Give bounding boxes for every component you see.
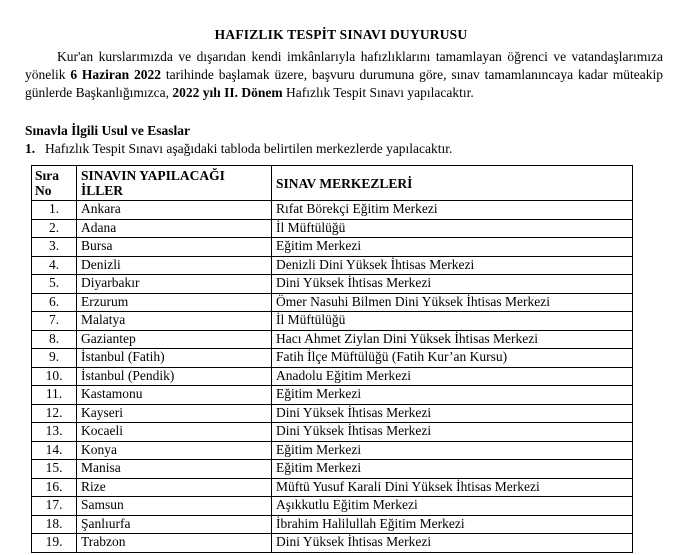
list-item xyxy=(25,141,452,157)
row-city: Adana xyxy=(77,219,272,238)
table-row xyxy=(32,349,633,368)
table-row xyxy=(32,330,633,349)
row-center: Ömer Nasuhi Bilmen Dini Yüksek İhtisas Merkezi xyxy=(272,293,633,312)
row-city: Erzurum xyxy=(77,293,272,312)
row-city: Samsun xyxy=(77,497,272,516)
exam-centers-table xyxy=(31,165,633,553)
row-center: Eğitim Merkezi xyxy=(272,460,633,479)
table-row xyxy=(32,312,633,331)
row-city: Şanlıurfa xyxy=(77,515,272,534)
row-center: Rıfat Börekçi Eğitim Merkezi xyxy=(272,201,633,220)
table-row xyxy=(32,515,633,534)
row-city: Manisa xyxy=(77,460,272,479)
row-number: 7. xyxy=(32,312,77,331)
row-center: Dini Yüksek İhtisas Merkezi xyxy=(272,275,633,294)
row-city: Kastamonu xyxy=(77,386,272,405)
table-row xyxy=(32,404,633,423)
intro-text-2: tarihinde başlamak üzere, başvuru durumuna göre, sınav tamamlanıncaya kadar müteakip günlerde Başkanlığımızca, xyxy=(25,67,664,100)
row-number: 8. xyxy=(32,330,77,349)
row-city: Diyarbakır xyxy=(77,275,272,294)
table-row xyxy=(32,256,633,275)
table-row xyxy=(32,367,633,386)
row-number: 18. xyxy=(32,515,77,534)
row-city: Rize xyxy=(77,478,272,497)
row-center: Eğitim Merkezi xyxy=(272,386,633,405)
list-item-number: 1. xyxy=(25,141,36,156)
list-item-text: Hafızlık Tespit Sınavı aşağıdaki tabloda belirtilen merkezlerde yapılacaktır. xyxy=(45,141,453,156)
page-title: HAFIZLIK TESPİT SINAVI DUYURUSU xyxy=(214,27,468,42)
row-number: 6. xyxy=(32,293,77,312)
row-center: Eğitim Merkezi xyxy=(272,238,633,257)
intro-text-1: Kur'an kurslarımızda ve dışarıdan kendi imkânlarıyla hafızlıklarını tamamlayan öğrenci ve vatandaşlarımıza yönelik xyxy=(25,49,663,82)
row-center: İl Müftülüğü xyxy=(272,219,633,238)
row-center: Dini Yüksek İhtisas Merkezi xyxy=(272,534,633,553)
table-row xyxy=(32,534,633,553)
row-city: Malatya xyxy=(77,312,272,331)
row-center: İbrahim Halilullah Eğitim Merkezi xyxy=(272,515,633,534)
table-row xyxy=(32,386,633,405)
row-city: Kayseri xyxy=(77,404,272,423)
row-number: 14. xyxy=(32,441,77,460)
row-number: 16. xyxy=(32,478,77,497)
row-number: 3. xyxy=(32,238,77,257)
row-number: 5. xyxy=(32,275,77,294)
table-row xyxy=(32,460,633,479)
intro-paragraph xyxy=(25,48,663,102)
row-number: 12. xyxy=(32,404,77,423)
row-number: 10. xyxy=(32,367,77,386)
row-center: Eğitim Merkezi xyxy=(272,441,633,460)
row-center: Dini Yüksek İhtisas Merkezi xyxy=(272,423,633,442)
table-row xyxy=(32,275,633,294)
table-body xyxy=(32,201,633,553)
row-center: Dini Yüksek İhtisas Merkezi xyxy=(272,404,633,423)
row-center: Müftü Yusuf Karali Dini Yüksek İhtisas Merkezi xyxy=(272,478,633,497)
row-city: Trabzon xyxy=(77,534,272,553)
row-city: Denizli xyxy=(77,256,272,275)
table-row xyxy=(32,219,633,238)
header-center: SINAV MERKEZLERİ xyxy=(272,166,633,201)
row-center: Aşıkkutlu Eğitim Merkezi xyxy=(272,497,633,516)
table-row xyxy=(32,293,633,312)
row-city: Kocaeli xyxy=(77,423,272,442)
row-city: İstanbul (Pendik) xyxy=(77,367,272,386)
row-city: Gaziantep xyxy=(77,330,272,349)
row-city: Ankara xyxy=(77,201,272,220)
table-row xyxy=(32,423,633,442)
intro-text-3: Hafızlık Tespit Sınavı yapılacaktır. xyxy=(282,85,474,100)
row-city: Konya xyxy=(77,441,272,460)
row-number: 9. xyxy=(32,349,77,368)
row-number: 4. xyxy=(32,256,77,275)
table-row xyxy=(32,238,633,257)
row-number: 19. xyxy=(32,534,77,553)
row-number: 15. xyxy=(32,460,77,479)
row-center: Hacı Ahmet Ziylan Dini Yüksek İhtisas Merkezi xyxy=(272,330,633,349)
row-center: Fatih İlçe Müftülüğü (Fatih Kur’an Kursu) xyxy=(272,349,633,368)
row-number: 2. xyxy=(32,219,77,238)
row-number: 11. xyxy=(32,386,77,405)
row-city: İstanbul (Fatih) xyxy=(77,349,272,368)
header-no: Sıra No xyxy=(32,166,77,201)
table-row xyxy=(32,497,633,516)
table-row xyxy=(32,201,633,220)
row-number: 17. xyxy=(32,497,77,516)
intro-period: 2022 yılı II. Dönem xyxy=(172,85,283,100)
intro-date: 6 Haziran 2022 xyxy=(70,67,162,82)
row-center: Denizli Dini Yüksek İhtisas Merkezi xyxy=(272,256,633,275)
row-center: İl Müftülüğü xyxy=(272,312,633,331)
table-row xyxy=(32,478,633,497)
header-city: SINAVIN YAPILACAĞI İLLER xyxy=(77,166,272,201)
table-row xyxy=(32,441,633,460)
row-number: 1. xyxy=(32,201,77,220)
section-heading: Sınavla İlgili Usul ve Esaslar xyxy=(25,123,191,138)
row-city: Bursa xyxy=(77,238,272,257)
table-header-row xyxy=(32,166,633,201)
row-center: Anadolu Eğitim Merkezi xyxy=(272,367,633,386)
row-number: 13. xyxy=(32,423,77,442)
